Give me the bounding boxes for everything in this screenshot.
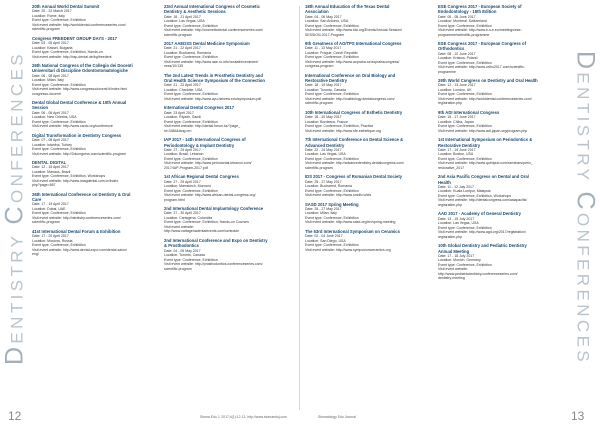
conference-detail: Event type: Conference, Exhibition xyxy=(438,124,492,129)
conference-detail: Event type: Conference, Exhibition xyxy=(164,188,218,193)
conference-detail: Date: 11 - 12 July 2017 xyxy=(438,184,474,189)
conference-detail: Location: Moscow, Russia xyxy=(32,238,73,243)
conference-detail: Event type: Conference, Exhibition xyxy=(164,257,218,262)
conference-entry xyxy=(305,73,409,106)
conference-website-link[interactable]: Visit event website: http://www.ayu.hebrew.edu/symposium.pdf xyxy=(164,96,262,101)
conference-entry xyxy=(32,63,136,96)
conference-title: 9th Greatness of AO/TPS International Congress xyxy=(305,41,402,47)
sidebar-title-left: DENTISTRY CONFERENCES xyxy=(0,50,29,366)
conference-detail: Event type: Conference, Exhibition, Hands-on xyxy=(32,50,103,55)
conference-entry xyxy=(438,211,542,239)
conference-entry xyxy=(438,78,542,106)
conference-website-link[interactable]: Visit event website: http://www.smdb.ro/ids xyxy=(305,193,372,198)
conference-detail: Date: 18 - 21 April 2017 xyxy=(164,14,201,19)
conference-entry xyxy=(32,36,136,59)
conference-entry xyxy=(305,174,409,197)
conference-title: 23rd Annual International Congress of Cosmetic Dentistry & Aesthetic Sessions xyxy=(164,4,260,15)
conference-website-link[interactable]: Visit event website: http://www.e-s-e.eu/meetings/ese- xyxy=(438,28,522,33)
conference-title: 26th International Conference on Dentistry & Oral Care xyxy=(32,191,131,203)
conference-detail: Date: 06 - 08 April 2017 xyxy=(32,110,69,115)
conference-title: 2nd International Conference and Expo on Dentistry & Prosthodontics xyxy=(164,237,268,249)
conference-detail: Date: 07 - 08 April 2017 xyxy=(32,138,69,143)
conference-website-link[interactable]: Visit event website: http://www.dental-expo.com/dental-salon/ xyxy=(32,247,127,252)
conference-title: 2017 AAEDSS Dental Medicine Symposium xyxy=(164,41,250,47)
conference-website-link[interactable]: registration.php xyxy=(438,202,463,207)
conference-detail: Date: 20 - 22 March 2017 xyxy=(32,9,72,14)
conference-entry xyxy=(32,160,136,188)
conference-entry xyxy=(32,4,136,32)
conference-detail: Location: Bucharest, Romania xyxy=(305,184,352,189)
conference-entry xyxy=(438,41,542,74)
conference-website-link[interactable]: Visit event website: http://dentalcongress.com/asiapacific/ xyxy=(438,198,528,203)
conference-website-link[interactable]: Visit event website: http://www.aae-ro.info/noutati/eveniment/ xyxy=(164,59,259,64)
conference-entry xyxy=(305,110,409,133)
conference-entry xyxy=(164,137,268,170)
conference-detail: Event type: Conference, Exhibition xyxy=(32,147,86,152)
conference-entry xyxy=(438,110,542,133)
conference-website-link[interactable]: congress-program xyxy=(305,64,334,69)
conference-title: 2nd Asia Pacific Congress on Dental and Oral Health xyxy=(438,174,529,185)
conference-website-link[interactable]: programme xyxy=(438,69,456,74)
conference-title: ESE Congress 2017 - European Society of Endodontology - 18th Edition xyxy=(438,4,522,15)
conference-detail: Date: 04 - 05 May 2017 xyxy=(164,248,201,253)
conference-entry xyxy=(305,41,409,69)
conference-website-link[interactable]: eng/ xyxy=(32,252,39,257)
conference-detail: Event type: Conference, Exhibition xyxy=(305,215,359,220)
conference-entry xyxy=(164,174,268,202)
conference-detail: Location: San Antonio, USA xyxy=(305,19,349,24)
conference-title: Digital Transformation in Dentistry Congress xyxy=(32,132,122,138)
conference-detail: Date: 17 - 19 June 2017 xyxy=(438,147,476,152)
conference-title: 1st International Symposium on Periodontics & Restorative Dentistry xyxy=(438,137,533,148)
conference-website-link[interactable]: registration.php xyxy=(438,234,463,239)
conference-entry xyxy=(438,174,542,207)
conference-website-link[interactable]: php?page=567 xyxy=(32,183,56,188)
conference-entry xyxy=(32,229,136,257)
conference-detail: Location: Manaus, Brazil xyxy=(32,169,71,174)
conference-detail: Date: 05 - 08 June 2017 xyxy=(438,14,476,19)
conference-detail: Date: 27 - 29 April 2017 xyxy=(164,179,201,184)
conference-detail: Location: Prague, Czech Republic xyxy=(305,50,358,55)
conference-detail: Location: Las Vegas, USA xyxy=(305,152,346,157)
conference-website-link[interactable]: scientific-program xyxy=(32,27,60,32)
conference-detail: Location: London, UK xyxy=(438,87,472,92)
conference-detail: Event type: Conference, Exhibition xyxy=(438,60,492,65)
conference-website-link[interactable]: Visit event website: http://www.adi-japan.org/program.php xyxy=(438,128,528,133)
conference-detail: Event type: Conference, Exhibition xyxy=(32,211,86,216)
page-number-right: 13 xyxy=(571,409,585,423)
conference-detail: Event type: Conference, Exhibition, Hands-on Courses xyxy=(164,220,249,225)
conference-detail: Date: 17 - 18 July 2017 xyxy=(438,253,475,258)
conference-title: International Dental Congress 2017 xyxy=(164,105,235,111)
conference-entry xyxy=(32,100,136,129)
conference-detail: Location: Las Vegas, USA xyxy=(164,19,205,24)
conference-detail: Date: 04 - 06 May 2017 xyxy=(305,14,342,19)
conference-detail: Date: 11 - 13 May 2017 xyxy=(305,46,342,51)
conference-detail: Location: Montreal, Switzerland xyxy=(438,19,487,24)
conference-website-link[interactable]: scientific-program xyxy=(164,266,192,271)
conference-website-link[interactable]: Visit event website: http://www.agd.org/2017/registration/ xyxy=(438,230,526,235)
conference-website-link[interactable]: Visit event website: http://advancedentistry.dentalcongress.com/ xyxy=(305,161,405,166)
conference-detail: Location: Cartagena, Colombia xyxy=(164,215,213,220)
sidebar-title-right: DENTISTRY CONFERENCES xyxy=(571,50,600,366)
conference-detail: Event type: Conference, Exhibition xyxy=(164,156,218,161)
conference-entry xyxy=(164,105,268,133)
conference-detail: Event type: Conference, Exhibition xyxy=(438,225,492,230)
conference-detail: Event type: Conference, Exhibition xyxy=(305,188,359,193)
right-page-column-1 xyxy=(305,4,409,408)
conference-detail: Location: New Orleans, USA xyxy=(32,115,77,120)
conference-title: IDS 2017 - Congress of Romanian Dental Society xyxy=(305,174,403,180)
conference-title: ESE Congress 2017 - European Congress of Orthodontics xyxy=(438,41,526,52)
conference-detail: Event type: Conference, Exhibition xyxy=(164,55,218,60)
conference-detail: Location: Bucharest, Romania xyxy=(164,50,211,55)
conference-detail: Date: 06 - 08 April 2017 xyxy=(32,73,69,78)
conference-title: 10th Global Dentistry and Pediatric Dentistry Annual Meeting xyxy=(438,243,527,254)
conference-detail: Location: Brasil, Lebanon xyxy=(164,152,204,157)
conference-detail: Event type: Conference, Exhibition xyxy=(305,23,359,28)
conference-detail: Event type: Conference, Exhibition xyxy=(438,23,492,28)
conference-detail: Event type: Conference, Exhibition, Workshops xyxy=(32,174,106,179)
conference-detail: Date: 25 - 27 May 2017 xyxy=(305,179,342,184)
conference-detail: Date: 25 - 27 May 2017 xyxy=(305,206,342,211)
conference-detail: Location: Milan, Italy xyxy=(32,78,64,83)
conference-detail: Location: Kuala Lumpur, Malaysia xyxy=(438,189,491,194)
conference-detail: Location: Toronto, Canada xyxy=(305,87,346,92)
conference-detail: Event type: Conference, Exhibition xyxy=(164,119,218,124)
conference-detail: Event type: Conference, Exhibition, Workshops xyxy=(438,193,512,198)
conference-website-link[interactable]: Visit event website: http://www.quintpub.com/seminars/perio_ xyxy=(438,161,533,166)
conference-title: 7th International Conference on Dental Science & Advanced Dentistry xyxy=(305,137,404,148)
conference-entry xyxy=(438,137,542,170)
conference-website-link[interactable]: Visit event website: http://www.tda.org/Events/Annual-Session/ xyxy=(305,28,403,33)
conference-website-link[interactable]: 2017/IAP-Program-2017.pdf xyxy=(164,165,208,170)
sidebar-right xyxy=(571,6,600,410)
conference-website-link[interactable]: scientific-program xyxy=(164,32,192,37)
conference-detail: Event type: Conference, Exhibition xyxy=(32,119,86,124)
conference-website-link[interactable]: SESSION-2017-Program xyxy=(305,32,345,37)
page-footer xyxy=(0,406,600,424)
conference-detail: Location: Boston, USA xyxy=(438,152,474,157)
conference-detail: Date: 15 - 17 June 2017 xyxy=(438,115,476,120)
conference-detail: Date: 08 - 10 June 2017 xyxy=(438,51,476,56)
conference-website-link[interactable]: Visit event website: http://www.cartagenadentalevents.com/schedule xyxy=(164,224,240,234)
conference-website-link[interactable]: Visit event website: http://dentistry.conferenceseries.com/ xyxy=(32,215,121,220)
conference-website-link[interactable]: restorative_2017 xyxy=(438,165,465,170)
conference-website-link[interactable]: Visit event website: http://www.imagdental.com.br/index. xyxy=(32,178,120,183)
conference-detail: Date: 27 - 29 April 2017 xyxy=(164,147,201,152)
conference-entry xyxy=(438,243,542,281)
conference-website-link[interactable]: Visit event website: http://oralbiology.dentalcongress.com/ xyxy=(305,96,395,101)
conference-website-link[interactable]: Visit event website: http://worlddental.conferenceseries.com/ xyxy=(32,22,126,27)
conference-website-link[interactable]: Visit event website: http://dental.forum.kz/?page_ xyxy=(164,124,241,129)
conference-website-link[interactable]: Visit event website: http://2dcongress.com/scientific-program xyxy=(32,151,126,156)
footer-citation: Stoma Edu J. 2017;4(1):12-13. http://www.stomaeduj.com xyxy=(200,415,287,419)
conference-detail: Event type: Conference, Exhibition xyxy=(305,243,359,248)
conference-title: Dental Global Dental Conference & 10th Annual Session xyxy=(32,100,127,111)
conference-title: AAD 2017 - Academy of General Dentistry xyxy=(438,211,521,217)
conference-entry xyxy=(164,238,268,271)
conference-website-link[interactable]: Visit event website: http://www.congressodocenti.it/index.html xyxy=(32,87,128,92)
conference-detail: Location: Kassel, Bulgaria xyxy=(32,45,73,50)
conference-website-link[interactable]: Visit event website: http://worlddental.conferenceseries.com/ xyxy=(438,96,532,101)
conference-entry xyxy=(438,4,542,37)
conference-detail: Event type: Conference, Exhibition xyxy=(438,92,492,97)
conference-website-link[interactable]: Visit event website: http://www.pediatricdentistry.conferenceseries.com/ xyxy=(438,267,518,276)
conference-website-link[interactable]: Visit event website: http://www.aopraha.cz/aoprahacongress/ xyxy=(305,59,400,64)
conference-detail: Date: 18 - 20 May 2017 xyxy=(305,115,342,120)
page-number-left: 12 xyxy=(8,409,22,423)
conference-title: Congress FREEDENT GROUP DAYS - 2017 xyxy=(32,35,117,41)
conference-title: The 53rd International Symposium on Ceramics xyxy=(305,228,400,234)
conference-website-link[interactable]: scientific-program xyxy=(32,220,60,225)
conference-website-link[interactable]: Visit event website: http://bsp-dental.de/bg/freedent xyxy=(32,54,112,59)
conference-entry xyxy=(32,192,136,225)
conference-detail: Event type: Conference, Exhibition xyxy=(305,156,359,161)
conference-detail: Date: 22 - 24 May 2017 xyxy=(305,147,342,152)
conference-entry xyxy=(305,137,409,170)
conference-detail: Event type: Conference, Exhibition xyxy=(164,23,218,28)
conference-detail: Date: 03 - 05 April 2017 xyxy=(32,41,69,46)
conference-detail: Event type: Conference, Exhibition xyxy=(305,92,359,97)
conference-detail: Date: 27 - 30 April 2017 xyxy=(164,211,201,216)
conference-website-link[interactable]: congresso-docenti xyxy=(32,91,61,96)
conference-title: International Conference on Oral Biology and Restorative Dentistry xyxy=(305,72,396,84)
conference-title: 20th Annual World Dental Summit xyxy=(32,4,100,9)
conference-detail: Date: 17 - 20 April 2017 xyxy=(32,234,69,239)
conference-entry xyxy=(164,41,268,69)
conference-detail: Location: Marrakech, Morocco xyxy=(164,184,212,189)
conference-detail: Location: Toronto, Canada xyxy=(164,253,205,258)
conference-website-link[interactable]: scientific-program xyxy=(305,165,333,170)
conference-detail: Event type: Conference, Exhibition xyxy=(32,82,86,87)
conference-title: The 2nd Latest Trends in Prosthetic Dentistry and Oral Health Science Symposium of the Connection xyxy=(164,72,265,84)
conference-detail: Location: Chiba, Japan xyxy=(438,119,474,124)
conference-detail: Event type: Conference, Exhibition xyxy=(305,55,359,60)
conference-title: 2nd International Dental Implantology Conference xyxy=(164,206,264,212)
conference-detail: Location: Bordeaux, France xyxy=(305,119,348,124)
conference-website-link[interactable]: Visit event website: http://cosmeticdental.conferenceseries.com/ xyxy=(164,28,264,33)
conference-website-link[interactable]: Visit event website: http://www.cardc.org/conference xyxy=(32,124,113,129)
conference-detail: Location: Charlotte, USA xyxy=(164,87,203,92)
conference-detail: Location: Riyadh, Saudi xyxy=(164,115,201,120)
conference-entry xyxy=(164,73,268,102)
conference-website-link[interactable]: Visit event website: http://www.african-dental-congress.org/ xyxy=(164,193,256,198)
conference-title: DENTAL DIGITAL xyxy=(32,160,67,166)
conference-detail: Location: Milan, Italy xyxy=(305,211,337,216)
conference-website-link[interactable]: registration.php xyxy=(438,101,463,106)
conference-website-link[interactable]: Visit event website: http://www.sfe-esthetique.org xyxy=(305,128,382,133)
conference-website-link[interactable]: Visit event website: http://www.symposiumceramics.org xyxy=(305,247,391,252)
conference-detail: Location: Las Vegas, USA xyxy=(438,221,479,226)
conference-title: 9th ADI International Congress xyxy=(438,109,500,115)
conference-detail: Date: 13 - 15 July 2017 xyxy=(438,216,475,221)
conference-entry xyxy=(305,4,409,37)
conference-detail: Event type: Conference, Exhibition xyxy=(164,92,218,97)
conference-title: IAP 2017 - 14th International Congress of Periodontology & Implant Dentistry xyxy=(164,137,246,148)
conference-detail: Event type: Conference, Exhibition xyxy=(32,18,86,23)
left-page-column-2 xyxy=(164,4,268,408)
conference-detail: Date: 12 - 15 April 2017 xyxy=(32,165,69,170)
conference-entry xyxy=(305,229,409,252)
conference-website-link[interactable]: Visit event website: http://www.ortho2017.com/scientific- xyxy=(438,65,525,70)
conference-title: 29th World Congress on Dentistry and Oral Health xyxy=(438,78,538,84)
conference-detail: Event type: Conference, Exhibition, Practice xyxy=(305,124,374,129)
conference-detail: Location: Dubai, UAE xyxy=(32,206,66,211)
conference-detail: Location: Krakow, Poland xyxy=(438,56,478,61)
conference-website-link[interactable]: Visit event website: http://www.periodontal-lebanon.com/ xyxy=(164,161,252,166)
conference-title: 1st African Regional Dental Congress xyxy=(164,174,239,180)
conference-detail: Date: 21 - 22 April 2017 xyxy=(164,46,201,51)
conference-detail: Date: 21 - 22 April 2017 xyxy=(164,83,201,88)
conference-detail: Date: 12 - 13 June 2017 xyxy=(438,83,476,88)
conference-website-link[interactable]: dentistry-meeting xyxy=(438,276,465,281)
conference-entry xyxy=(305,202,409,225)
left-page-column-1 xyxy=(32,4,136,408)
conference-title: 10th International Congress of Esthetic Dentistry xyxy=(305,109,403,115)
conference-entry xyxy=(164,4,268,37)
conference-detail: Date: 23 April 2017 xyxy=(164,110,194,115)
conference-website-link[interactable]: ness/10/135 xyxy=(164,64,184,69)
conference-detail: Location: San Diego, USA xyxy=(305,238,346,243)
conference-detail: Location: Istanbul, Turkey xyxy=(32,142,72,147)
conference-website-link[interactable]: Visit event website: http://www.sasd.org/en/spring-meeting xyxy=(305,220,396,225)
conference-detail: Date: 18 - 19 May 2017 xyxy=(305,83,342,88)
conference-website-link[interactable]: program.html xyxy=(164,197,185,202)
conference-detail: Date: 02 - 04 June 2017 xyxy=(305,234,343,239)
conference-detail: Event type: Conference, Exhibition xyxy=(32,243,86,248)
conference-title: 41st International Dental Forum & Exhibition xyxy=(32,228,121,234)
conference-entry xyxy=(32,133,136,156)
conference-title: 18th Annual Education of the Texas Dental Association xyxy=(305,4,390,15)
conference-entry xyxy=(164,206,268,234)
footer-journal-name: Stomatology Edu Journal xyxy=(318,415,356,419)
page-gutter xyxy=(299,6,300,410)
conference-website-link[interactable]: Visit event website: http://prosthodontics.conferenceseries.com/ xyxy=(164,262,263,267)
conference-website-link[interactable]: programme/scientific-programme xyxy=(438,32,490,37)
conference-website-link[interactable]: id=3484&lang=en xyxy=(164,128,192,133)
conference-title: SASD 2017 Spring Meeting xyxy=(305,201,359,207)
sidebar-left xyxy=(0,6,29,410)
conference-title: 26th National Congress of the Collegio dei Docenti Universitari di Discipline Odontostomatologiche xyxy=(32,63,133,74)
conference-detail: Location: Rome, Italy xyxy=(32,13,65,18)
conference-website-link[interactable]: scientific-program xyxy=(305,101,333,106)
right-page-column-2 xyxy=(438,4,542,408)
conference-detail: Event type: Conference, Exhibition xyxy=(438,156,492,161)
conference-detail: Location: Munich, Germany xyxy=(438,258,481,263)
conference-detail: Date: 17 - 19 April 2017 xyxy=(32,202,69,207)
conference-detail: Event type: Conference, Exhibition xyxy=(438,262,492,267)
